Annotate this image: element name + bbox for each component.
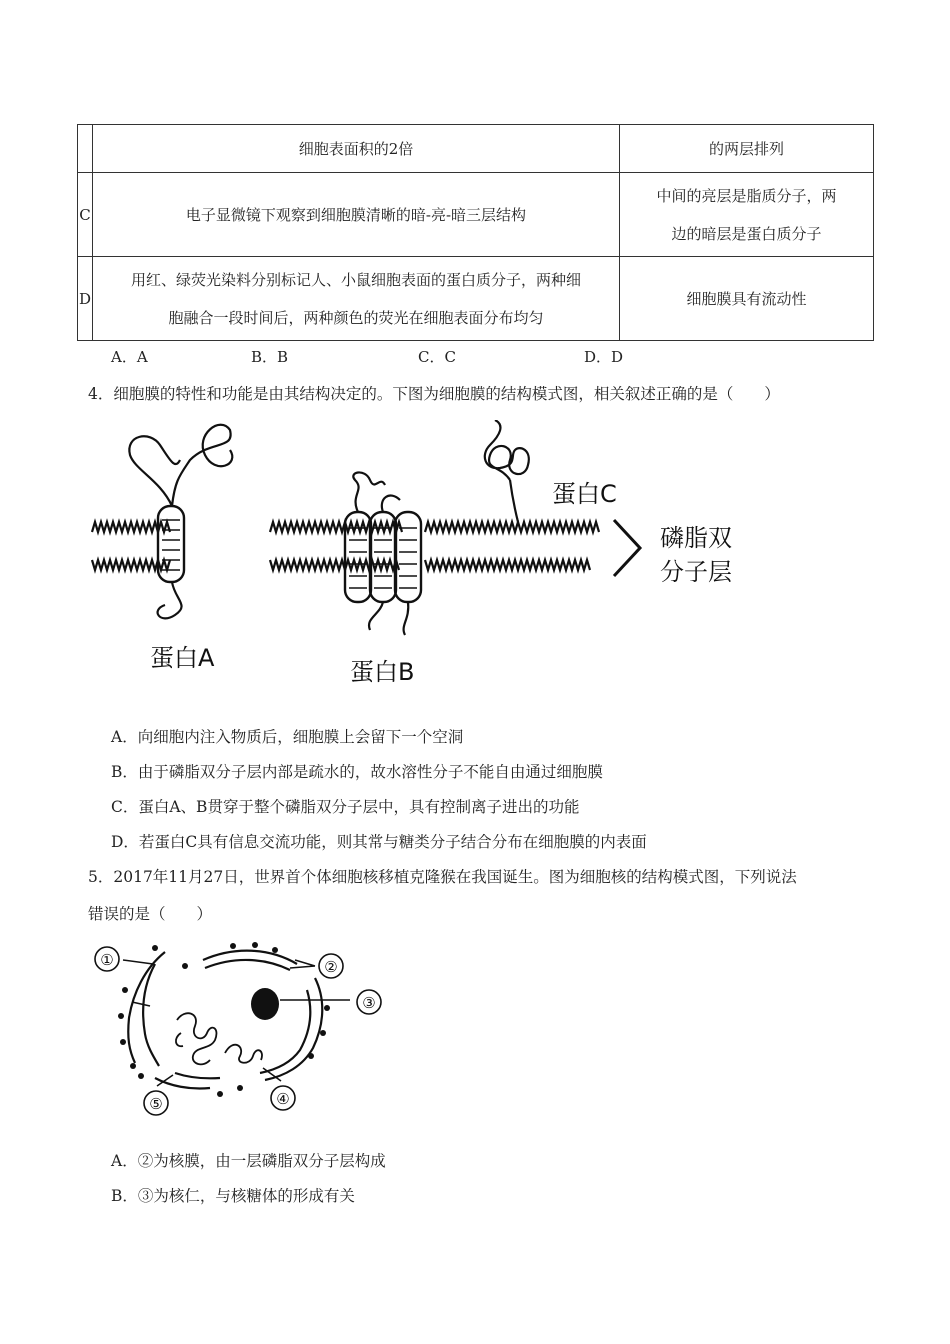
label-4: ④ <box>276 1090 290 1108</box>
option-c[interactable]: C．C <box>418 348 456 366</box>
label-protein-b: 蛋白B <box>350 658 415 686</box>
option-b[interactable]: B．B <box>251 348 289 366</box>
label-protein-c: 蛋白C <box>552 480 617 508</box>
label-protein-a: 蛋白A <box>150 644 215 672</box>
label-bilayer-line2: 分子层 <box>660 558 732 586</box>
label-bilayer-line1: 磷脂双 <box>660 524 732 552</box>
row-label: D <box>78 257 93 341</box>
row-conclusion <box>620 173 874 257</box>
label-1: ① <box>100 951 114 969</box>
table-row <box>78 257 874 341</box>
q4-option-d[interactable]: D．若蛋白C具有信息交流功能，则其常与糖类分子结合分布在细胞膜的内表面 <box>111 833 647 851</box>
q4-option-b[interactable]: B．由于磷脂双分子层内部是疏水的，故水溶性分子不能自由通过细胞膜 <box>111 763 603 781</box>
row-conclusion: 的两层排列 <box>620 125 874 173</box>
row-observation: 电子显微镜下观察到细胞膜清晰的暗-亮-暗三层结构 <box>93 173 620 257</box>
q5-option-b[interactable]: B．③为核仁，与核糖体的形成有关 <box>111 1187 355 1205</box>
option-d[interactable]: D．D <box>584 348 624 366</box>
cell-membrane-diagram <box>80 420 780 700</box>
q3-table <box>77 124 874 341</box>
label-2: ② <box>324 958 338 976</box>
conclusion-line: 中间的亮层是脂质分子，两 <box>656 186 837 205</box>
nucleus-diagram <box>85 938 395 1118</box>
option-a[interactable]: A．A <box>111 348 148 366</box>
observation-line: 用红、绿荧光染料分别标记人、小鼠细胞表面的蛋白质分子，两种细 <box>130 270 581 289</box>
row-label: C <box>78 173 93 257</box>
q4-option-a[interactable]: A．向细胞内注入物质后，细胞膜上会留下一个空洞 <box>111 728 464 746</box>
q4-option-c[interactable]: C．蛋白A、B贯穿于整个磷脂双分子层中，具有控制离子进出的功能 <box>111 798 580 816</box>
row-label <box>78 125 93 173</box>
q5-stem-line1: 5．2017年11月27日，世界首个体细胞核移植克隆猴在我国诞生。图为细胞核的结构模式图，下列说法 <box>88 868 797 886</box>
q3-options <box>111 346 811 368</box>
table-row <box>78 173 874 257</box>
row-observation: 细胞表面积的2倍 <box>93 125 620 173</box>
row-observation <box>93 257 620 341</box>
label-3: ③ <box>362 994 376 1012</box>
observation-line: 胞融合一段时间后，两种颜色的荧光在细胞表面分布均匀 <box>168 308 544 327</box>
q5-stem-line2: 错误的是（ ） <box>88 905 213 923</box>
table-row <box>78 125 874 173</box>
q4-stem: 4．细胞膜的特性和功能是由其结构决定的。下图为细胞膜的结构模式图，相关叙述正确的是（ ） <box>88 385 780 403</box>
q5-option-a[interactable]: A．②为核膜，由一层磷脂双分子层构成 <box>111 1152 386 1170</box>
label-5: ⑤ <box>149 1095 163 1113</box>
row-conclusion: 细胞膜具有流动性 <box>620 257 874 341</box>
conclusion-line: 边的暗层是蛋白质分子 <box>671 224 822 243</box>
